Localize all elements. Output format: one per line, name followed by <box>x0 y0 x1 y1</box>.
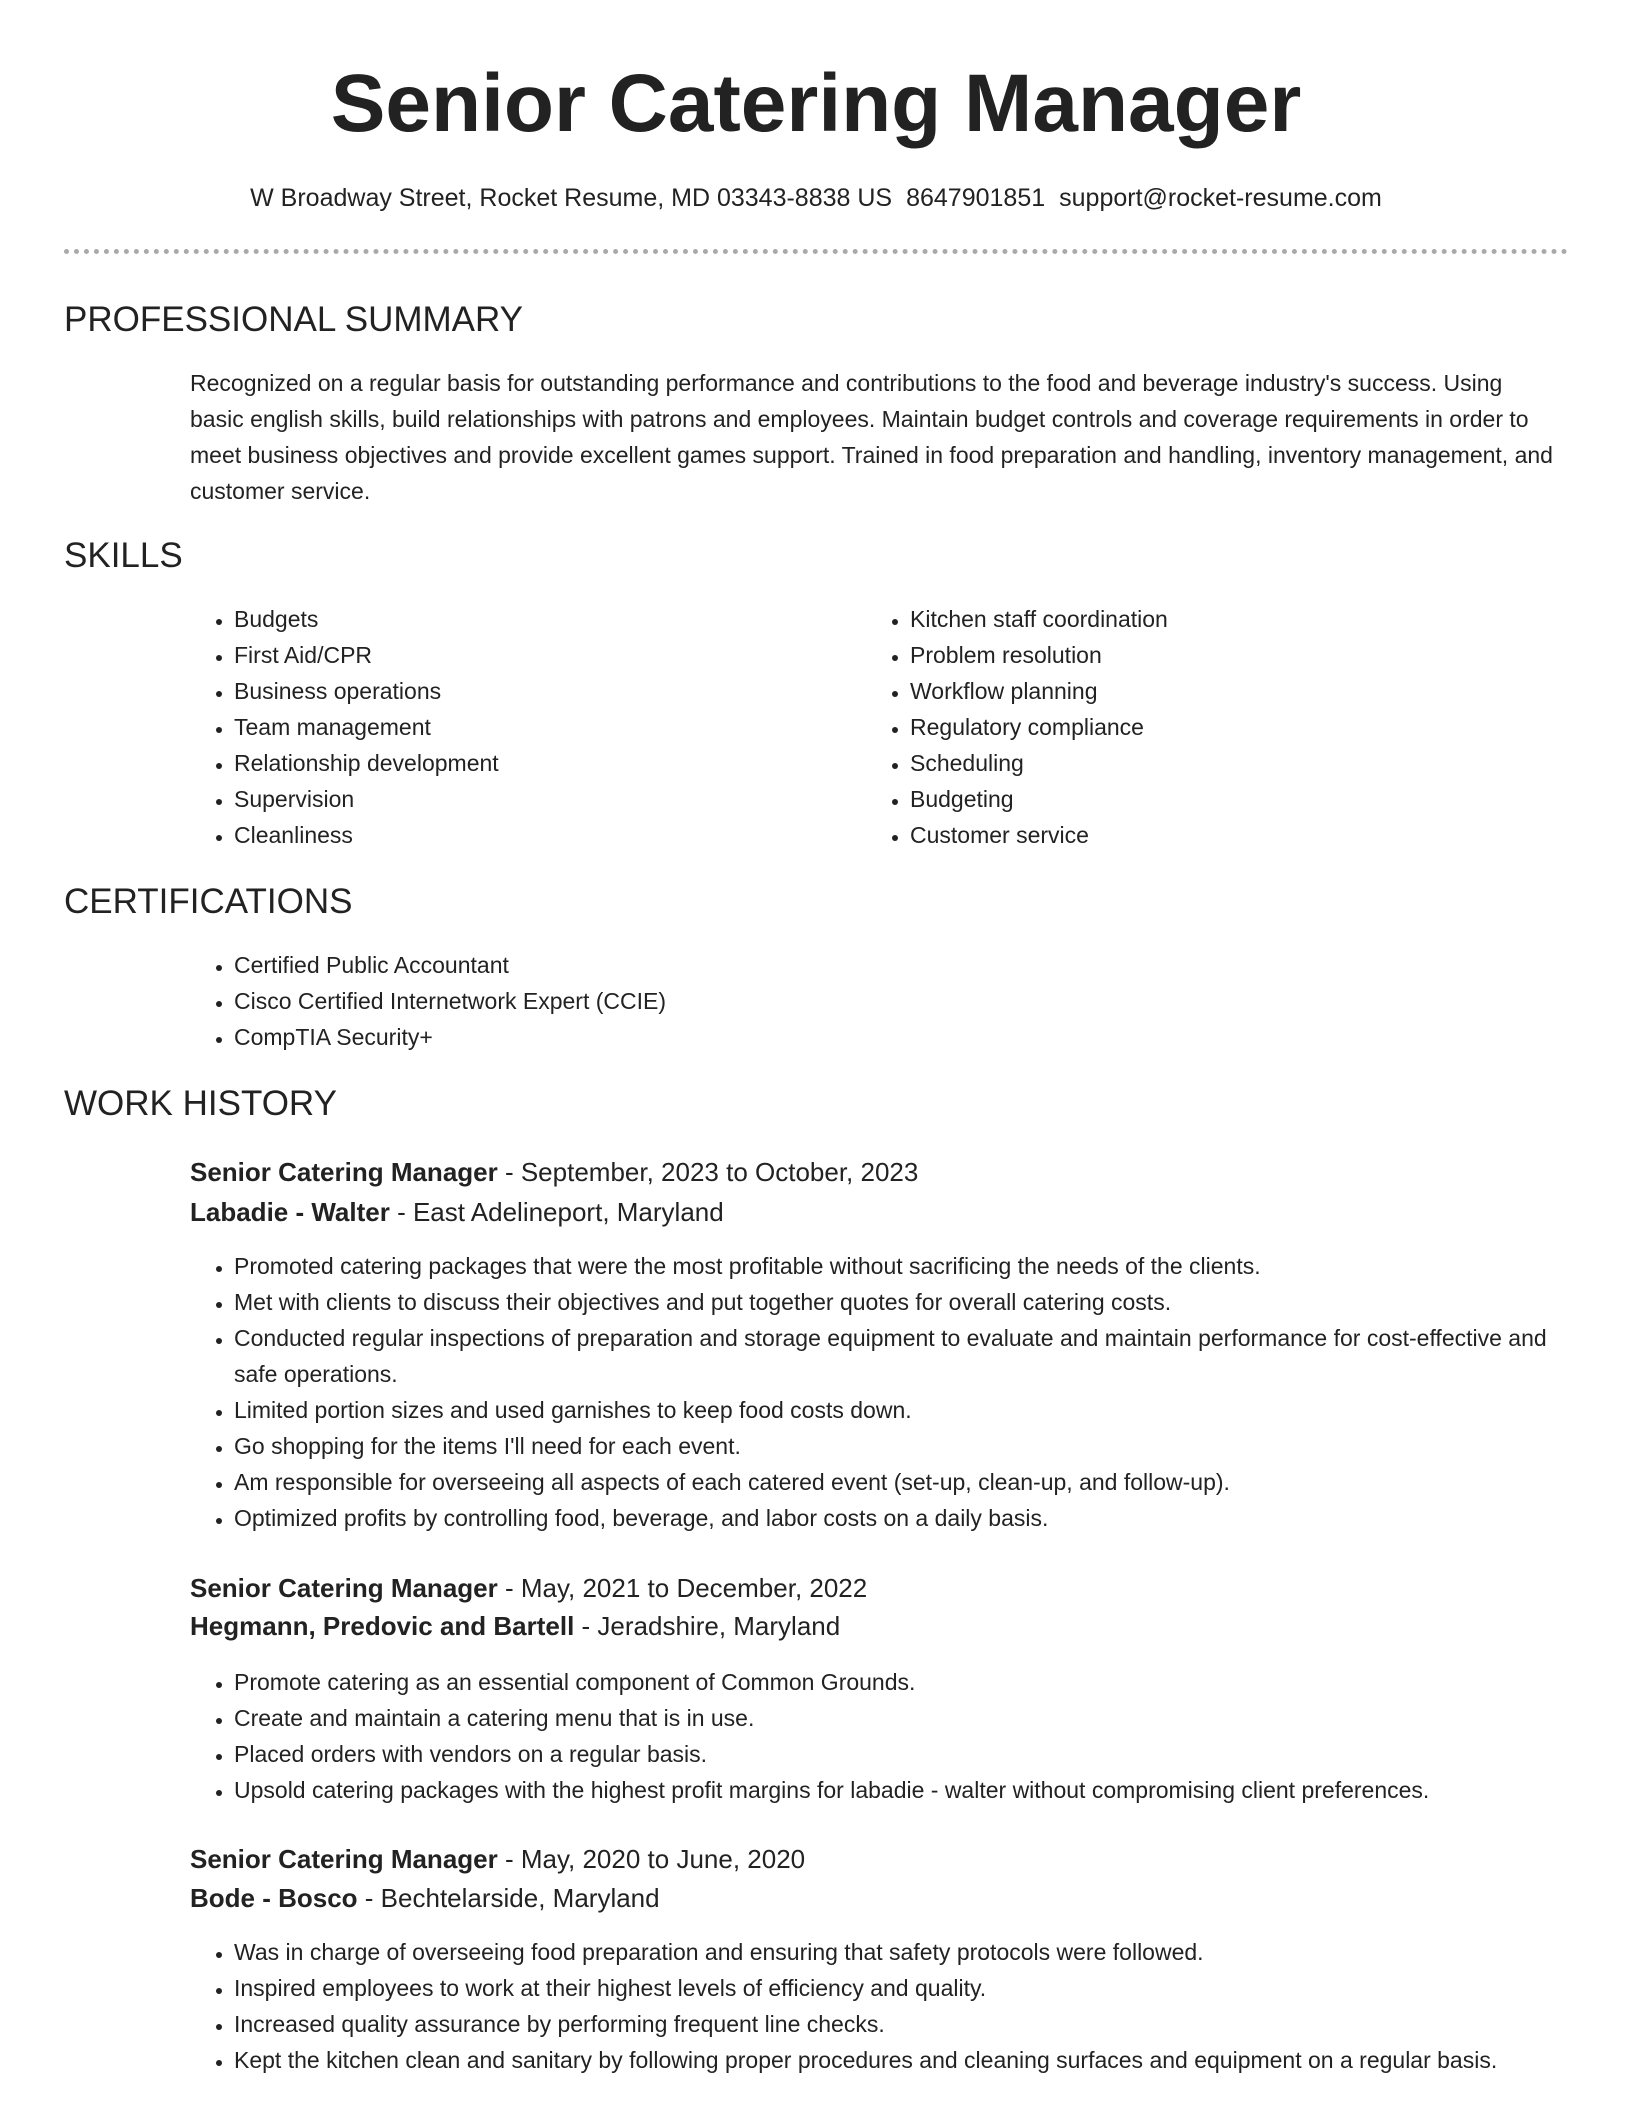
skill-item: • Team management <box>234 709 854 745</box>
skill-item: • Customer service <box>910 817 1530 853</box>
skill-item: • Supervision <box>234 781 854 817</box>
header-divider <box>64 249 1568 254</box>
job-title-line <box>190 1841 805 1877</box>
job-title-line <box>190 1570 867 1606</box>
job-bullet: • Upsold catering packages with the highest profit margins for labadie - walter without compromising client preferences. <box>234 1772 1632 1808</box>
skill-item: • Scheduling <box>910 745 1530 781</box>
skills-list-left <box>190 601 854 853</box>
contact-phone: 8647901851 <box>906 184 1046 212</box>
summary-text: Recognized on a regular basis for outstanding performance and contributions to the food and beverage industry's success. Using basic english skills, build relationships with patrons and employees. Maintain budget controls and coverage requirements in order to meet business objectives and provide excellent games support. Trained in food preparation and handling, inventory management, and customer service. <box>190 370 1553 504</box>
job-bullets <box>190 1664 1632 1808</box>
job-dates: - September, 2023 to October, 2023 <box>497 1157 919 1187</box>
skill-item: • Cleanliness <box>234 817 854 853</box>
job-title: Senior Catering Manager <box>190 1844 498 1874</box>
job-title-line <box>190 1154 918 1190</box>
job-bullet: • Placed orders with vendors on a regular basis. <box>234 1736 1632 1772</box>
job-bullets <box>190 1934 1574 2078</box>
skill-item: • Regulatory compliance <box>910 709 1530 745</box>
job-dates: - May, 2020 to June, 2020 <box>497 1844 806 1874</box>
job-bullet: • Kept the kitchen clean and sanitary by following proper procedures and cleaning surfaces and equipment on a regular basis. <box>234 2042 1574 2078</box>
certification-item: • Certified Public Accountant <box>234 947 1604 983</box>
job-company-line <box>190 1880 660 1916</box>
job-bullet: • Met with clients to discuss their objectives and put together quotes for overall catering costs. <box>234 1284 1574 1320</box>
skill-item: • Workflow planning <box>910 673 1530 709</box>
job-bullet: • Optimized profits by controlling food, beverage, and labor costs on a daily basis. <box>234 1500 1574 1536</box>
job-title: Senior Catering Manager <box>190 1573 498 1603</box>
job-bullet: • Create and maintain a catering menu that is in use. <box>234 1700 1632 1736</box>
job-bullet: • Conducted regular inspections of preparation and storage equipment to evaluate and maintain performance for cost-effective and safe operations. <box>234 1320 1574 1392</box>
job-bullet: • Am responsible for overseeing all aspects of each catered event (set-up, clean-up, and follow-up). <box>234 1464 1574 1500</box>
job-bullet: • Was in charge of overseeing food preparation and ensuring that safety protocols were followed. <box>234 1934 1574 1970</box>
skill-item: • Kitchen staff coordination <box>910 601 1530 637</box>
certifications-heading: CERTIFICATIONS <box>64 882 353 921</box>
job-bullet: • Promote catering as an essential component of Common Grounds. <box>234 1664 1632 1700</box>
job-company-line <box>190 1194 724 1230</box>
skill-item: • Relationship development <box>234 745 854 781</box>
skill-item: • Business operations <box>234 673 854 709</box>
skill-item: • Problem resolution <box>910 637 1530 673</box>
job-title: Senior Catering Manager <box>190 1157 498 1187</box>
certification-item: • Cisco Certified Internetwork Expert (CCIE) <box>234 983 1604 1019</box>
job-company: Bode - Bosco <box>190 1883 358 1913</box>
job-bullet: • Go shopping for the items I'll need for each event. <box>234 1428 1574 1464</box>
job-company: Labadie - Walter <box>190 1197 390 1227</box>
job-company: Hegmann, Predovic and Bartell <box>190 1611 575 1641</box>
contact-info <box>0 182 1632 214</box>
job-bullet: • Limited portion sizes and used garnishes to keep food costs down. <box>234 1392 1574 1428</box>
job-bullet: • Inspired employees to work at their highest levels of efficiency and quality. <box>234 1970 1574 2006</box>
job-location: - Bechtelarside, Maryland <box>357 1883 660 1913</box>
skills-heading: SKILLS <box>64 536 183 575</box>
skills-list-right <box>866 601 1530 853</box>
summary-heading: PROFESSIONAL SUMMARY <box>64 300 523 339</box>
certifications-list <box>190 947 1604 1055</box>
work-history-heading: WORK HISTORY <box>64 1084 337 1123</box>
job-company-line <box>190 1608 840 1644</box>
certification-item: • CompTIA Security+ <box>234 1019 1604 1055</box>
job-dates: - May, 2021 to December, 2022 <box>497 1573 868 1603</box>
contact-address: W Broadway Street, Rocket Resume, MD 03343-8838 US <box>250 184 893 212</box>
skill-item: • First Aid/CPR <box>234 637 854 673</box>
job-bullet: • Increased quality assurance by performing frequent line checks. <box>234 2006 1574 2042</box>
contact-email[interactable]: support@rocket-resume.com <box>1059 184 1382 212</box>
job-location: - East Adelineport, Maryland <box>389 1197 724 1227</box>
job-bullets <box>190 1248 1574 1536</box>
resume-name: Senior Catering Manager <box>330 58 1302 149</box>
job-bullet: • Promoted catering packages that were the most profitable without sacrificing the needs of the clients. <box>234 1248 1574 1284</box>
job-location: - Jeradshire, Maryland <box>574 1611 841 1641</box>
skill-item: • Budgeting <box>910 781 1530 817</box>
skill-item: • Budgets <box>234 601 854 637</box>
